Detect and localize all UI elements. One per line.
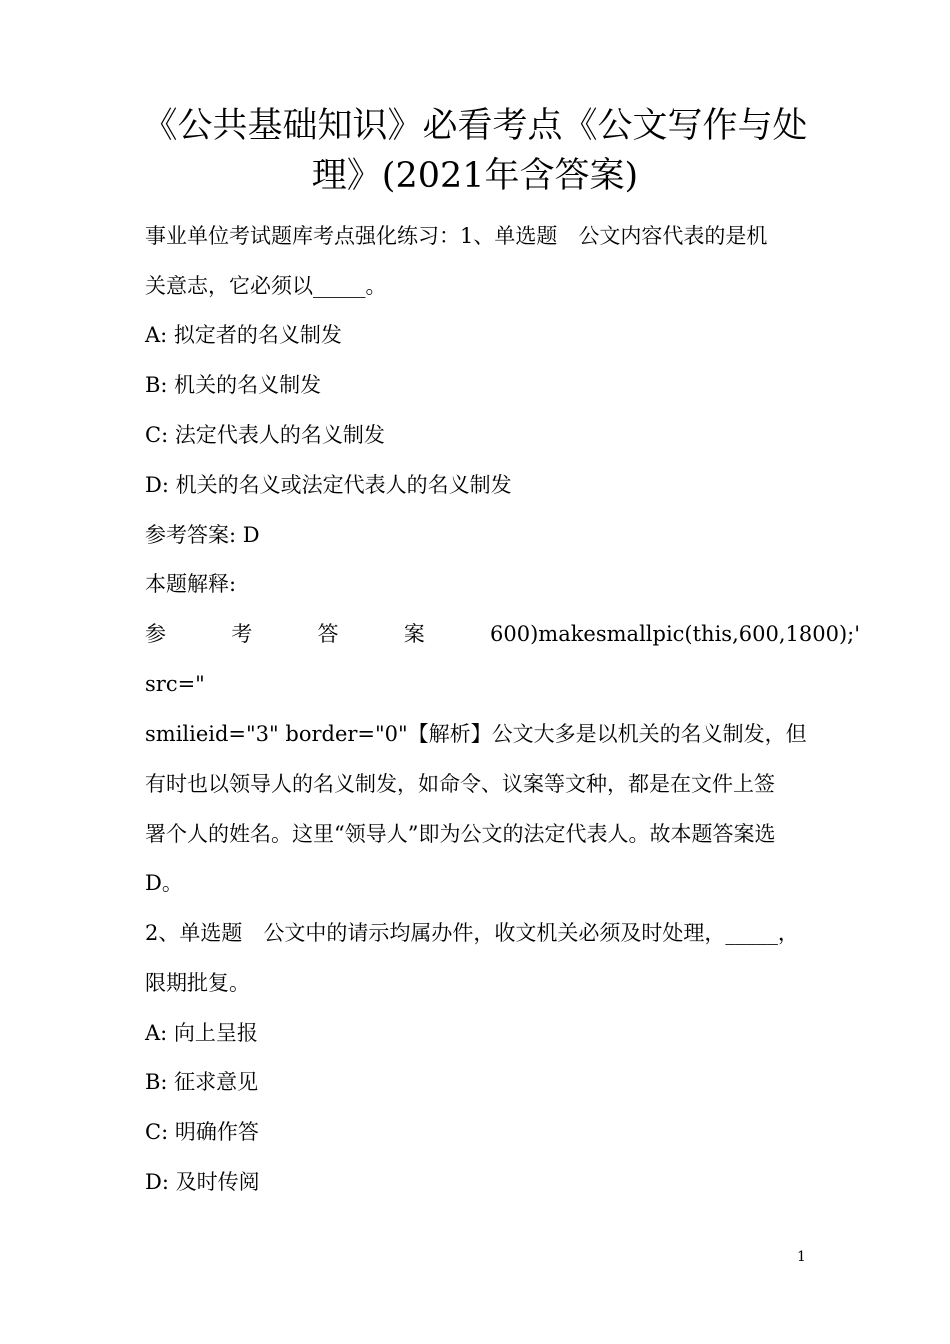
question-1-option-b: B: 机关的名义制发 <box>145 373 322 397</box>
question-2-stem-line-2: 限期批复。 <box>145 971 250 995</box>
question-2-option-c: C: 明确作答 <box>145 1120 259 1144</box>
question-1-explanation-line-4: D。 <box>145 871 183 895</box>
question-1-stem-line-2: 关意志，它必须以_____。 <box>145 274 387 298</box>
question-1-stem-line-1: 事业单位考试题库考点强化练习：1、单选题 公文内容代表的是机 <box>145 224 768 248</box>
question-1-option-a: A: 拟定者的名义制发 <box>145 323 342 347</box>
question-1-option-c: C: 法定代表人的名义制发 <box>145 423 385 447</box>
question-1-src-line: src=" <box>145 672 205 696</box>
question-2-stem-line-1: 2、单选题 公文中的请示均属办件，收文机关必须及时处理，_____， <box>145 921 799 945</box>
document-title-line-1: 《公共基础知识》必看考点《公文写作与处 <box>142 106 808 146</box>
question-1-explanation-line-3: 署个人的姓名。这里“领导人”即为公文的法定代表人。故本题答案选 <box>145 822 776 846</box>
reference-code: 600)makesmallpic(this,600,1800);' <box>490 622 860 646</box>
question-1-answer: 参考答案: D <box>145 523 260 547</box>
document-title-line-2: 理》(2021年含答案) <box>311 156 639 196</box>
reference-word: 考 <box>231 622 253 646</box>
reference-word: 答 <box>317 622 339 646</box>
question-2-option-b: B: 征求意见 <box>145 1070 259 1094</box>
question-1-explanation-label: 本题解释: <box>145 572 237 596</box>
question-1-reference-line <box>145 619 860 649</box>
page-number: 1 <box>797 1249 806 1265</box>
question-1-explanation-line-1: smilieid="3" border="0"【解析】公文大多是以机关的名义制发，但 <box>145 722 807 746</box>
question-2-option-a: A: 向上呈报 <box>145 1021 258 1045</box>
question-1-explanation-line-2: 有时也以领导人的名义制发，如命令、议案等文种，都是在文件上签 <box>145 772 775 796</box>
question-2-option-d: D: 及时传阅 <box>145 1170 260 1194</box>
reference-word: 案 <box>403 622 425 646</box>
question-1-option-d: D: 机关的名义或法定代表人的名义制发 <box>145 473 512 497</box>
reference-word: 参 <box>145 622 166 646</box>
